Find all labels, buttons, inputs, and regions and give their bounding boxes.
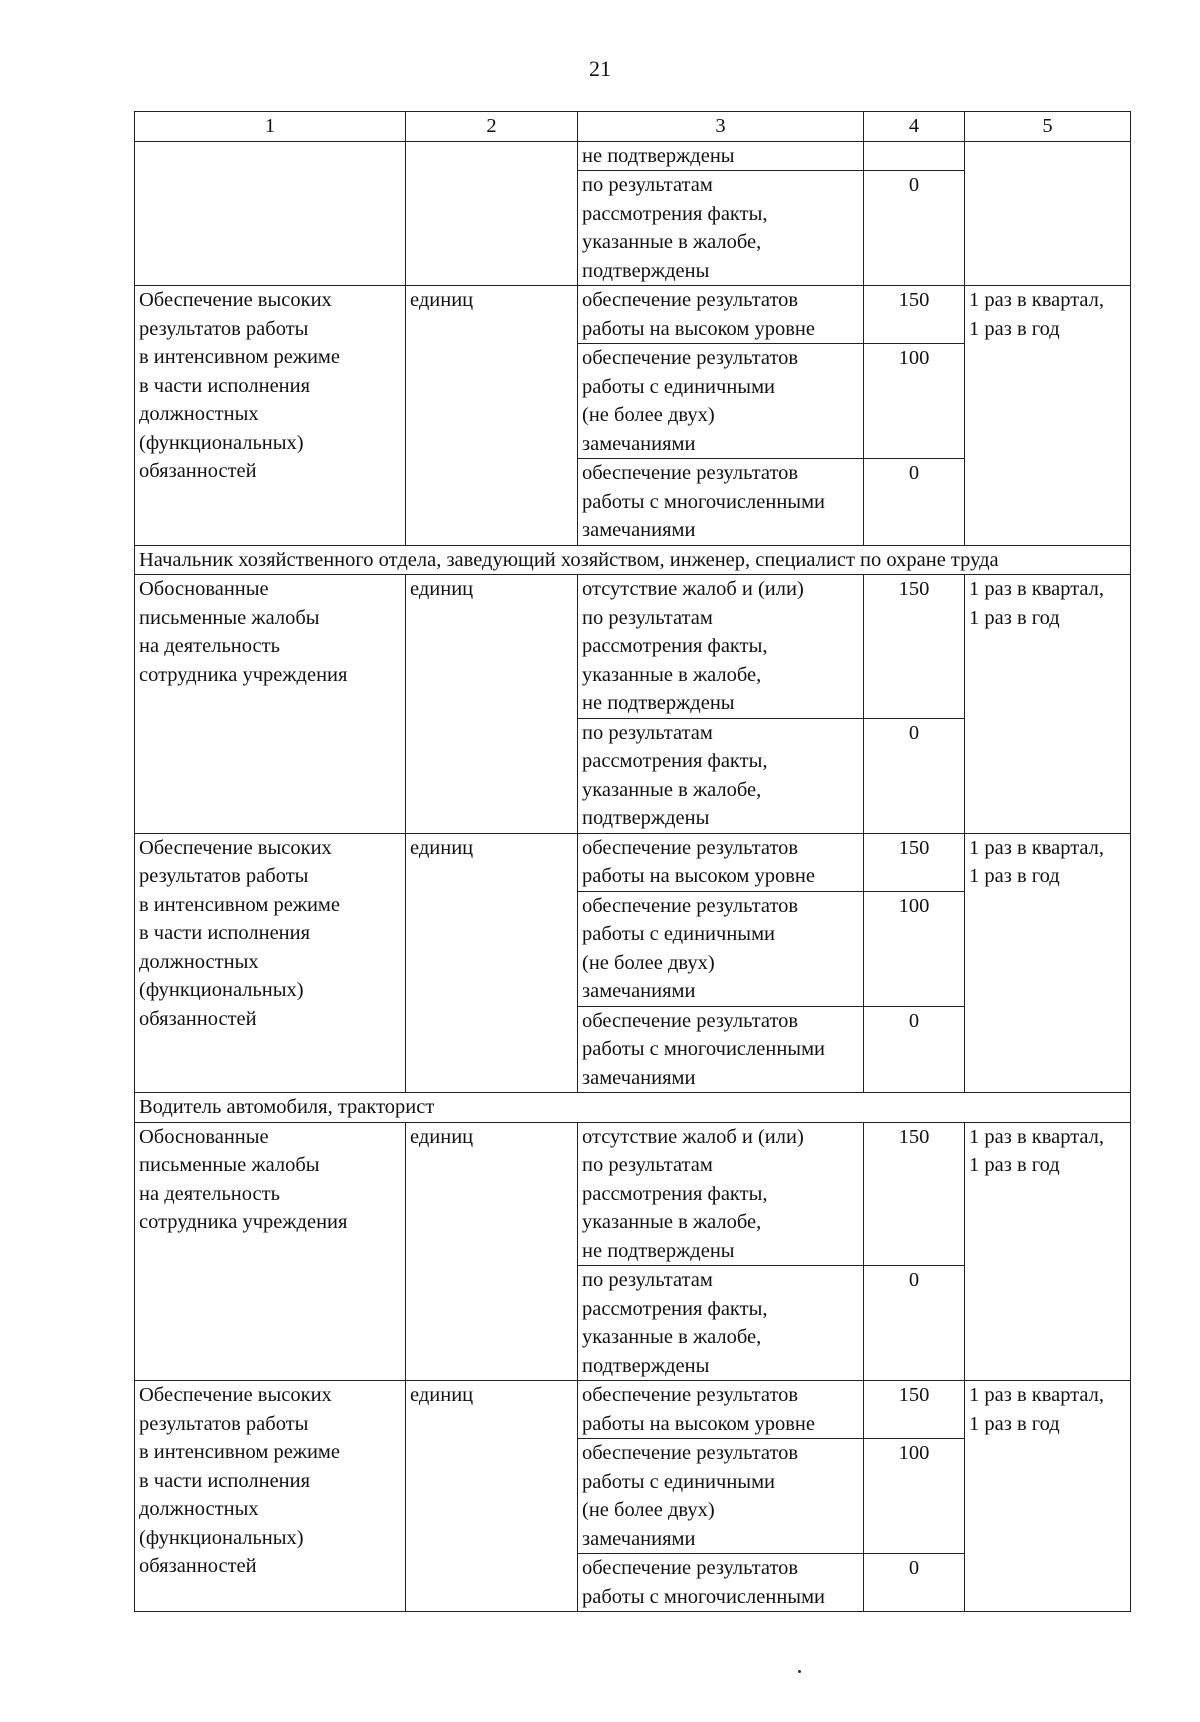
section-row — [135, 545, 1131, 575]
unit-cell: единиц — [406, 833, 578, 1093]
table-row — [135, 833, 1131, 891]
points-cell: 100 — [864, 891, 965, 1006]
header-col-3: 3 — [578, 112, 864, 142]
points-cell: 0 — [864, 1554, 965, 1612]
frequency-cell: 1 раз в квартал, 1 раз в год — [965, 833, 1131, 1093]
condition-cell: обеспечение результатов работы с многочисленными замечаниями — [578, 1006, 864, 1093]
table-row — [135, 575, 1131, 719]
condition-cell: отсутствие жалоб и (или) по результатам рассмотрения факты, указанные в жалобе, не подтверждены — [578, 1122, 864, 1266]
unit-cell: единиц — [406, 1381, 578, 1612]
frequency-cell: 1 раз в квартал, 1 раз в год — [965, 286, 1131, 546]
condition-cell: обеспечение результатов работы на высоком уровне — [578, 833, 864, 891]
unit-cell: единиц — [406, 286, 578, 546]
condition-cell: обеспечение результатов работы на высоком уровне — [578, 286, 864, 344]
header-col-4: 4 — [864, 112, 965, 142]
table-row — [135, 141, 1131, 171]
table-header-row — [135, 112, 1131, 142]
condition-cell: по результатам рассмотрения факты, указанные в жалобе, подтверждены — [578, 718, 864, 833]
scan-speck — [798, 1670, 801, 1673]
unit-cell: единиц — [406, 575, 578, 834]
frequency-cell: 1 раз в квартал, 1 раз в год — [965, 1381, 1131, 1612]
section-row — [135, 1093, 1131, 1123]
cont-criterion — [135, 141, 406, 286]
condition-cell: обеспечение результатов работы с единичными (не более двух) замечаниями — [578, 344, 864, 459]
criterion-cell: Обоснованные письменные жалобы на деятельность сотрудника учреждения — [135, 1122, 406, 1381]
points-cell: 150 — [864, 833, 965, 891]
unit-cell: единиц — [406, 1122, 578, 1381]
condition-cell: обеспечение результатов работы с многочисленными замечаниями — [578, 459, 864, 546]
points-cell: 0 — [864, 718, 965, 833]
page-number: 21 — [589, 56, 611, 81]
cont-unit — [406, 141, 578, 286]
criterion-cell: Обеспечение высоких результатов работы в интенсивном режиме в части исполнения должностных (функциональных) обязанностей — [135, 286, 406, 546]
condition-cell: обеспечение результатов работы с единичными (не более двух) замечаниями — [578, 1439, 864, 1554]
points-cell: 150 — [864, 575, 965, 719]
points-cell: 150 — [864, 1122, 965, 1266]
header-col-2: 2 — [406, 112, 578, 142]
section-title: Начальник хозяйственного отдела, заведующий хозяйством, инженер, специалист по охране труда — [135, 545, 1131, 575]
cont-condition: не подтверждены — [578, 141, 864, 171]
condition-cell: по результатам рассмотрения факты, указанные в жалобе, подтверждены — [578, 1266, 864, 1381]
points-cell: 100 — [864, 1439, 965, 1554]
condition-cell: обеспечение результатов работы с единичными (не более двух) замечаниями — [578, 891, 864, 1006]
points-cell: 150 — [864, 1381, 965, 1439]
table-row — [135, 1122, 1131, 1266]
criterion-cell: Обоснованные письменные жалобы на деятельность сотрудника учреждения — [135, 575, 406, 834]
points-cell: 0 — [864, 1266, 965, 1381]
frequency-cell: 1 раз в квартал, 1 раз в год — [965, 575, 1131, 834]
criterion-cell: Обеспечение высоких результатов работы в интенсивном режиме в части исполнения должностных (функциональных) обязанностей — [135, 833, 406, 1093]
table-row — [135, 1381, 1131, 1439]
condition-cell: отсутствие жалоб и (или) по результатам рассмотрения факты, указанные в жалобе, не подтверждены — [578, 575, 864, 719]
header-col-1: 1 — [135, 112, 406, 142]
cont-frequency — [965, 141, 1131, 286]
table-row — [135, 286, 1131, 344]
frequency-cell: 1 раз в квартал, 1 раз в год — [965, 1122, 1131, 1381]
cont-points: 0 — [864, 171, 965, 286]
points-cell: 100 — [864, 344, 965, 459]
cont-points — [864, 141, 965, 171]
points-cell: 0 — [864, 459, 965, 546]
cont-condition: по результатам рассмотрения факты, указанные в жалобе, подтверждены — [578, 171, 864, 286]
points-cell: 150 — [864, 286, 965, 344]
condition-cell: обеспечение результатов работы с многочисленными — [578, 1554, 864, 1612]
header-col-5: 5 — [965, 112, 1131, 142]
indicators-table — [134, 111, 1131, 1612]
points-cell: 0 — [864, 1006, 965, 1093]
condition-cell: обеспечение результатов работы на высоком уровне — [578, 1381, 864, 1439]
section-title: Водитель автомобиля, тракторист — [135, 1093, 1131, 1123]
criterion-cell: Обеспечение высоких результатов работы в интенсивном режиме в части исполнения должностных (функциональных) обязанностей — [135, 1381, 406, 1612]
